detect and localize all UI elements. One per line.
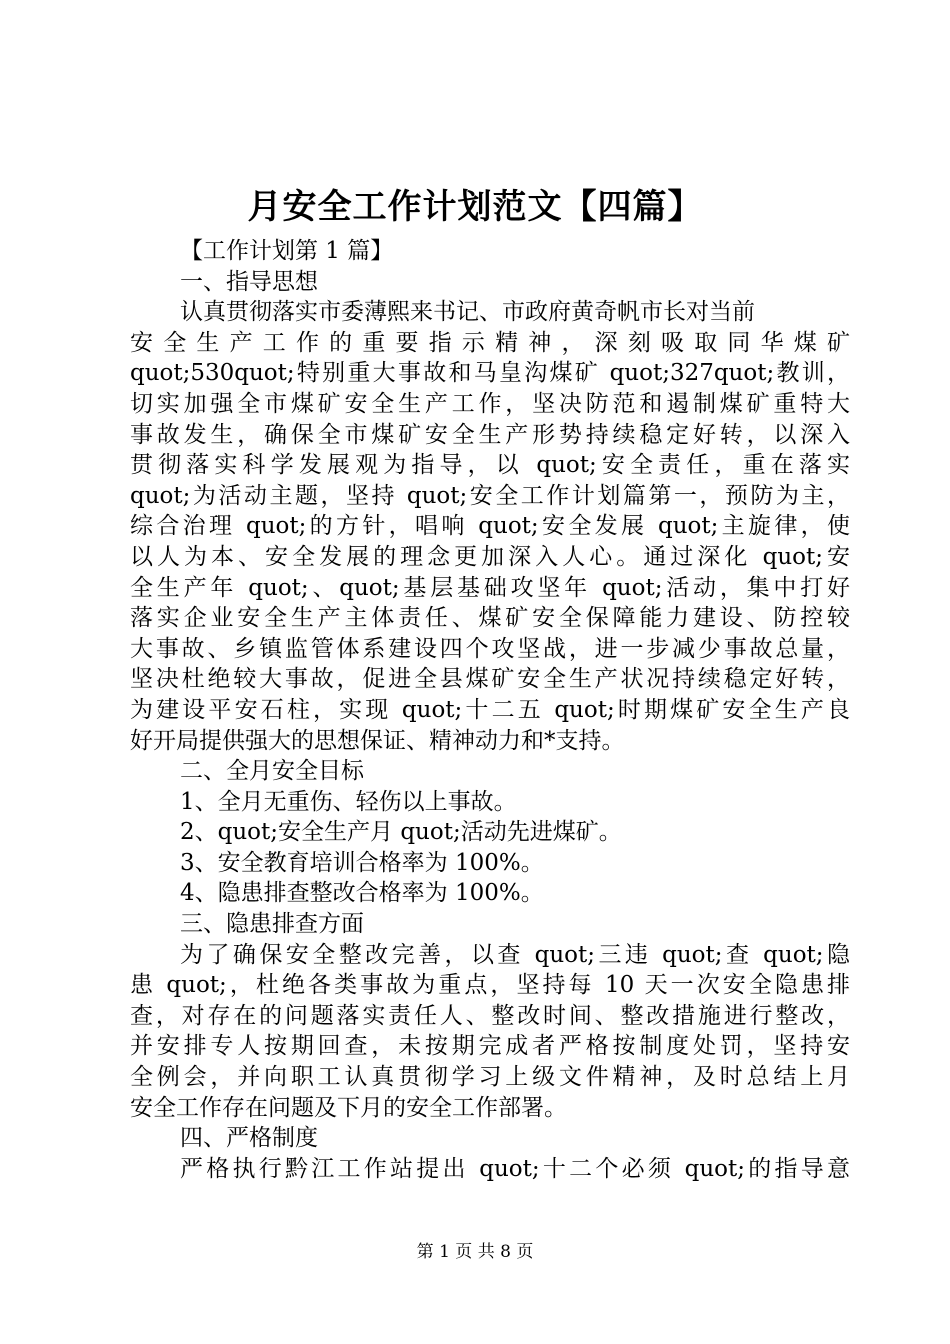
section-heading-strict-rules: 四、严格制度 xyxy=(180,1125,318,1152)
paragraph-line: 事故发生，确保全市煤矿安全生产形势持续稳定好转，以深入 xyxy=(130,421,850,448)
paragraph-line: 全生产年 quot;、quot;基层基础攻坚年 quot;活动，集中打好 xyxy=(130,574,850,601)
paragraph-line: 大事故、乡镇监管体系建设四个攻坚战，进一步减少事故总量， xyxy=(130,635,850,662)
document-body xyxy=(130,236,850,1184)
paragraph-line: 为了确保安全整改完善，以查 quot;三违 quot;查 quot;隐 xyxy=(180,941,850,968)
goal-item: 2、quot;安全生产月 quot;活动先进煤矿。 xyxy=(180,819,622,846)
paragraph-line: 综合治理 quot;的方针，唱响 quot;安全发展 quot;主旋律，使 xyxy=(130,513,850,540)
goal-item: 3、安全教育培训合格率为 100%。 xyxy=(180,849,544,876)
paragraph-line: 严格执行黔江工作站提出 quot;十二个必须 quot;的指导意 xyxy=(180,1155,850,1182)
goal-item: 4、隐患排查整改合格率为 100%。 xyxy=(180,880,544,907)
paragraph-line: 为建设平安石柱，实现 quot;十二五 quot;时期煤矿安全生产良 xyxy=(130,696,850,723)
paragraph-line: 患 quot;，杜绝各类事故为重点，坚持每 10 天一次安全隐患排 xyxy=(130,972,850,999)
paragraph-line: quot;530quot;特别重大事故和马皇沟煤矿 quot;327quot;教训， xyxy=(130,360,850,387)
paragraph-line: 认真贯彻落实市委薄熙来书记、市政府黄奇帆市长对当前 xyxy=(180,299,755,326)
paragraph-line: 贯彻落实科学发展观为指导，以 quot;安全责任，重在落实 xyxy=(130,452,850,479)
paragraph-line: 查，对存在的问题落实责任人、整改时间、整改措施进行整改， xyxy=(130,1002,850,1029)
paragraph-line: 落实企业安全生产主体责任、煤矿安全保障能力建设、防控较 xyxy=(130,605,850,632)
paragraph-line: quot;为活动主题，坚持 quot;安全工作计划篇第一，预防为主， xyxy=(130,482,850,509)
paragraph-line: 并安排专人按期回查，未按期完成者严格按制度处罚，坚持安 xyxy=(130,1033,850,1060)
paragraph-line: 坚决杜绝较大事故，促进全县煤矿安全生产状况持续稳定好转， xyxy=(130,666,850,693)
paragraph-line: 切实加强全市煤矿安全生产工作，坚决防范和遏制煤矿重特大 xyxy=(130,390,850,417)
paragraph-line: 安 全 生 产 工 作 的 重 要 指 示 精 神 ， 深 刻 吸 取 同 华 煤 矿 xyxy=(130,329,850,356)
paragraph-line: 好开局提供强大的思想保证、精神动力和*支持。 xyxy=(130,727,625,754)
paragraph-line: 全例会，并向职工认真贯彻学习上级文件精神，及时总结上月 xyxy=(130,1064,850,1091)
section-heading-hazard-check: 三、隐患排查方面 xyxy=(180,911,364,938)
document-title: 月安全工作计划范文【四篇】 xyxy=(247,187,703,227)
section-heading-monthly-goals: 二、全月安全目标 xyxy=(180,758,364,785)
paragraph-line: 安全工作存在问题及下月的安全工作部署。 xyxy=(130,1094,567,1121)
goal-item: 1、全月无重伤、轻伤以上事故。 xyxy=(180,788,517,815)
section-heading-guiding-idea: 一、指导思想 xyxy=(180,268,318,295)
section-heading-part-1: 【工作计划第 1 篇】 xyxy=(180,238,394,264)
page-footer: 第 1 页 共 8 页 xyxy=(416,1242,534,1262)
paragraph-line: 以人为本、安全发展的理念更加深入人心。通过深化 quot;安 xyxy=(130,543,850,570)
